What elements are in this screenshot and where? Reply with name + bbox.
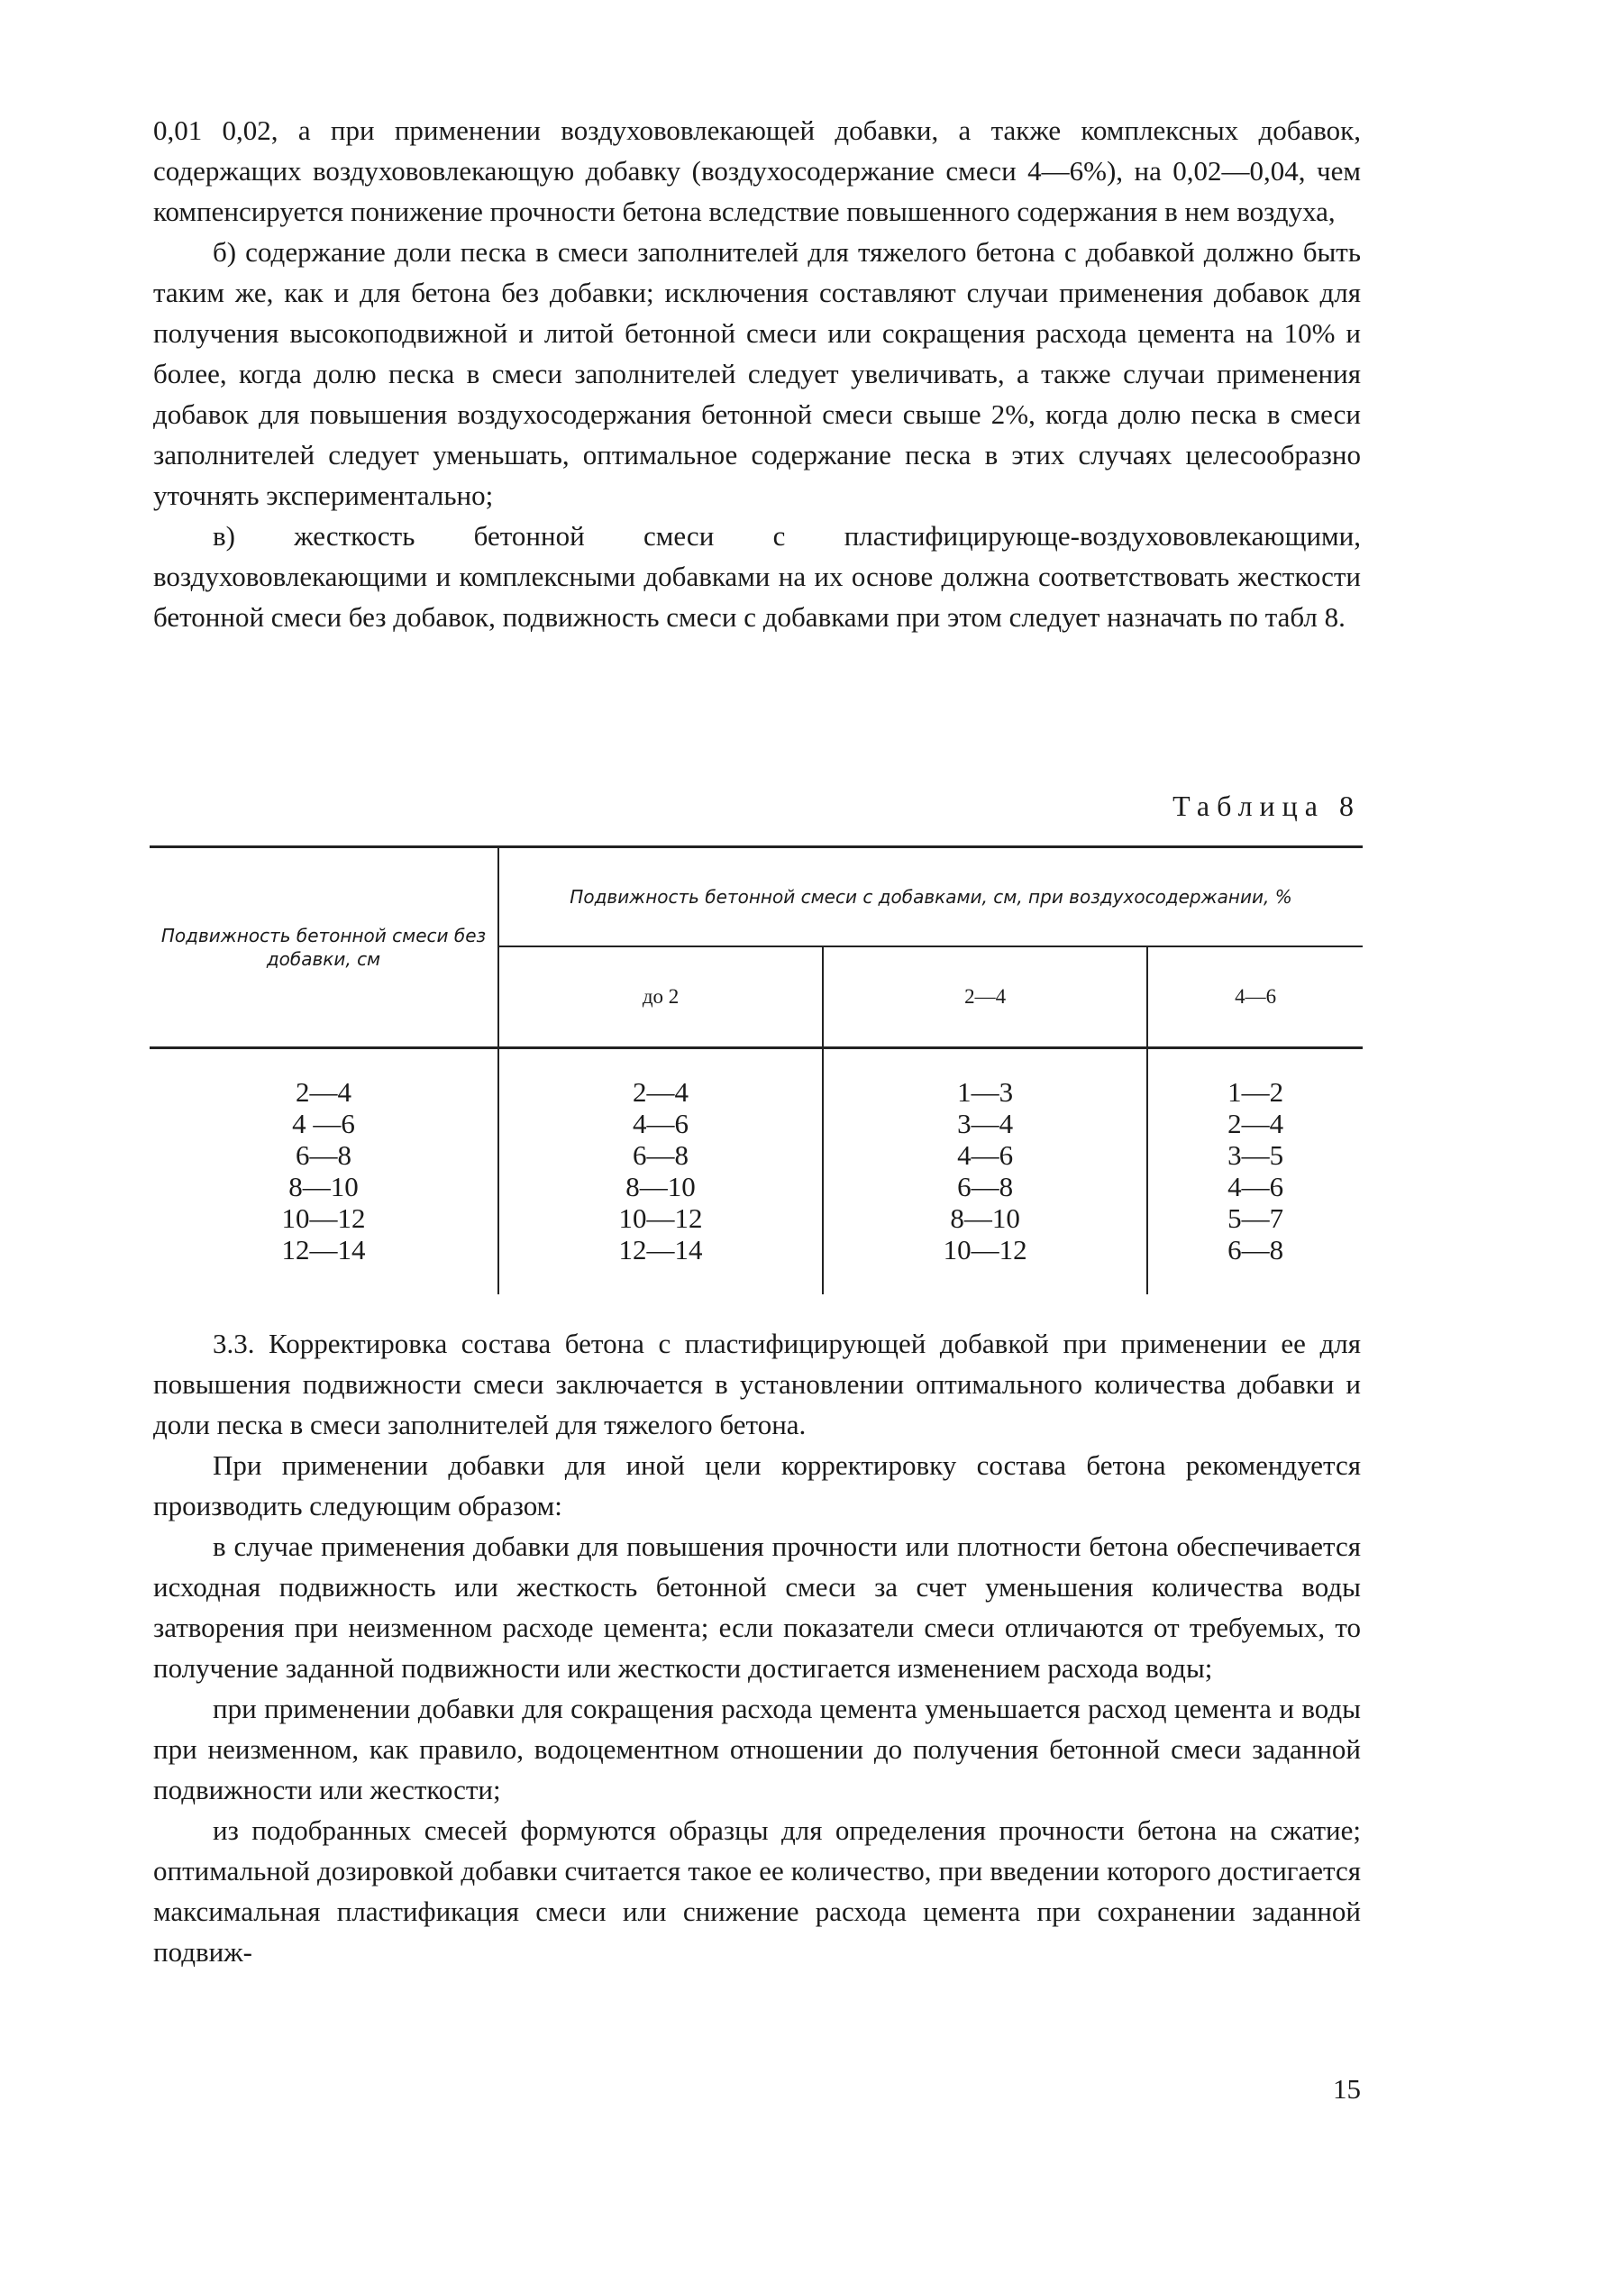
table-cell: 8—10 (823, 1202, 1147, 1234)
table-cell: 4—6 (498, 1108, 823, 1139)
text-block-top (153, 110, 1361, 637)
table-cell: 10—12 (823, 1234, 1147, 1294)
table-cell: 6—8 (823, 1171, 1147, 1202)
table-subheader: 4—6 (1235, 985, 1277, 1008)
table-row (150, 1139, 1363, 1171)
paragraph-strength-case: в случае применения добавки для повышения прочности или плотности бетона обеспечивается исходная подвижность или жесткость бетонной смеси за счет уменьшения количества воды затворения при неизменном расходе цемента; если показатели смеси отличаются от требуемых, то получение заданной подвижности или жесткости достигается изменением расхода воды; (153, 1530, 1361, 1684)
text-block-bottom (153, 1323, 1361, 1972)
table-cell: 12—14 (150, 1234, 498, 1294)
table-8 (150, 845, 1363, 1294)
table-cell: 4 —6 (150, 1108, 498, 1139)
table-row (150, 1108, 1363, 1139)
table-cell: 3—4 (823, 1108, 1147, 1139)
table-cell: 6—8 (498, 1139, 823, 1171)
table-cell: 4—6 (823, 1139, 1147, 1171)
table-cell: 6—8 (1227, 1234, 1284, 1265)
table-cell: 12—14 (498, 1234, 823, 1294)
table-cell: 2—4 (150, 1048, 498, 1109)
table-cell: 5—7 (1227, 1202, 1284, 1234)
table-cell: 8—10 (498, 1171, 823, 1202)
table-cell: 1—2 (1147, 1048, 1363, 1109)
page-number: 15 (1333, 2073, 1361, 2105)
paragraph-item-v: в) жесткость бетонной смеси с пластифицирующе-воздухововлекающими, воздухововлекающими и комплексными добавками на их основе должна соответствовать жесткости бетонной смеси без добавок, подвижность смеси с добавками при этом следует назначать по табл 8. (153, 520, 1361, 633)
table-cell: 6—8 (150, 1139, 498, 1171)
paragraph-section-3-3: 3.3. Корректировка состава бетона с пластифицирующей добавкой при применении ее для повышения подвижности смеси заключается в установлении оптимального количества добавки и доли песка в смеси заполнителей для тяжелого бетона. (153, 1328, 1361, 1440)
table-row (150, 1048, 1363, 1109)
table-group-header: Подвижность бетонной смеси с добавками, см, при воздухосодержании, % (498, 847, 1363, 947)
table-cell: 2—4 (1227, 1108, 1284, 1139)
table-cell: 1—3 (823, 1048, 1147, 1109)
table-row (150, 1202, 1363, 1234)
table-cell: 3—5 (1227, 1139, 1284, 1171)
table-cell: 10—12 (150, 1202, 498, 1234)
table-subheader: до 2 (498, 946, 823, 1048)
table-cell: 10—12 (498, 1202, 823, 1234)
table-left-header: Подвижность бетонной смеси без добавки, см (150, 847, 498, 1048)
table-caption: Таблица 8 (1172, 790, 1361, 822)
paragraph-intro: При применении добавки для иной цели корректировку состава бетона рекомендуется производить следующим образом: (153, 1449, 1361, 1521)
paragraph-samples: из подобранных смесей формуются образцы для определения прочности бетона на сжатие; оптимальной дозировкой добавки считается такое ее количество, при введении которого достигается максимальная пластификация смеси или снижение расхода цемента при сохранении заданной подвиж- (153, 1814, 1361, 1968)
paragraph-cement-case: при применении добавки для сокращения расхода цемента уменьшается расход цемента и воды при неизменном, как правило, водоцементном отношении до получения бетонной смеси заданной подвижности или жесткости; (153, 1693, 1361, 1805)
table-cell: 8—10 (150, 1171, 498, 1202)
paragraph-continuation: 0,01 0,02, а при применении воздухововлекающей добавки, а также комплексных добавок, содержащих воздухововлекающую добавку (воздухосодержание смеси 4—6%), на 0,02—0,04, чем компенсируется понижение прочности бетона вследствие повышенного содержания в нем воздуха, (153, 114, 1361, 227)
paragraph-item-b: б) содержание доли песка в смеси заполнителей для тяжелого бетона с добавкой должно быть таким же, как и для бетона без добавки; исключения составляют случаи применения добавок для получения высокоподвижной и литой бетонной смеси или сокращения расхода цемента на 10% и более, когда долю песка в смеси заполнителей следует увеличивать, а также случаи применения добавок для повышения воздухосодержания бетонной смеси свыше 2%, когда долю песка в смеси заполнителей следует уменьшать, оптимальное содержание песка в этих случаях целесообразно уточнять экспериментально; (153, 236, 1361, 511)
table-cell: 4—6 (1227, 1171, 1284, 1202)
table-subheader: 2—4 (823, 946, 1147, 1048)
table-cell: 2—4 (498, 1048, 823, 1109)
table-row (150, 1171, 1363, 1202)
table-row (150, 1234, 1363, 1294)
